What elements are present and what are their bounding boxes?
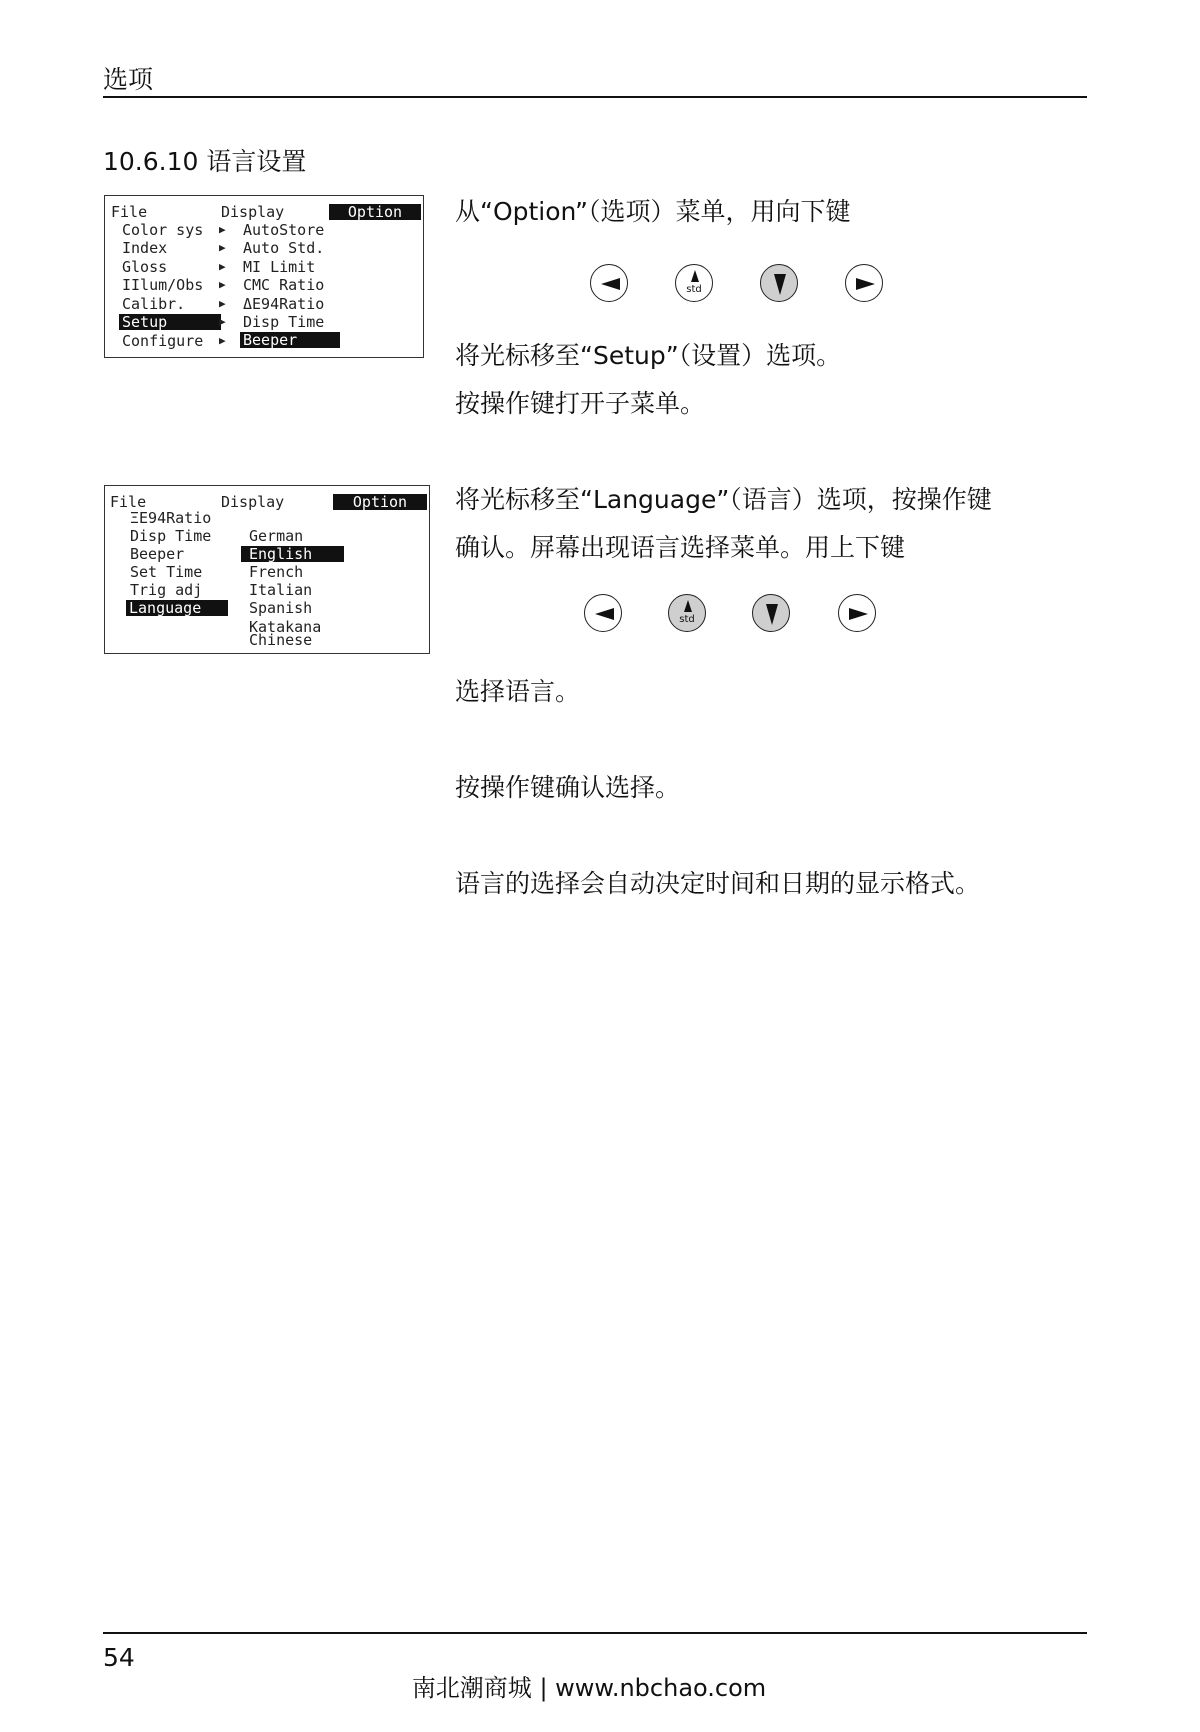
tab-display: Display [221, 493, 285, 511]
footer-website: 南北潮商城 | www.nbchao.com [411, 1674, 767, 1702]
tab-option: Option [333, 494, 427, 510]
menu-item-color-sys: Color sys [122, 221, 204, 239]
std-key-label: std [686, 284, 702, 295]
instruction-step-1: 从“Option”（选项）菜单，用向下键 [455, 197, 851, 226]
language-option-french: French [249, 563, 304, 581]
menu-item-index: Index [122, 239, 168, 257]
instruction-step-2: 将光标移至“Setup”（设置）选项。 [455, 341, 842, 370]
language-option-german: German [249, 527, 304, 545]
std-key-icon [668, 594, 706, 632]
down-arrow-key-icon [752, 594, 790, 632]
instruction-step-4: 将光标移至“Language”（语言）选项，按操作键 [455, 485, 992, 514]
menu-item-cmc-ratio: CMC Ratio [243, 276, 325, 294]
submenu-arrow-icon: ▶ [219, 278, 226, 291]
page-number: 54 [103, 1643, 135, 1672]
instruction-step-7: 按操作键确认选择。 [455, 773, 681, 802]
header-divider [103, 96, 1087, 98]
navigation-keys-row-2 [584, 594, 884, 638]
tab-file: File [111, 203, 148, 221]
menu-item-configure: Configure [122, 332, 204, 350]
std-key-label: std [679, 614, 695, 625]
menu-item-language-selected: Language [126, 600, 228, 616]
menu-item-de94-ratio: ΔE94Ratio [243, 295, 325, 313]
menu-item-disp-time: Disp Time [130, 527, 212, 545]
menu-item-beeper: Beeper [130, 545, 185, 563]
device-screen-language-menu [104, 485, 430, 654]
right-arrow-key-icon [845, 264, 883, 302]
language-option-english-selected: English [241, 546, 344, 562]
menu-item-disp-time: Disp Time [243, 313, 325, 331]
section-title: 10.6.10 语言设置 [103, 147, 307, 176]
tab-display: Display [221, 203, 285, 221]
left-arrow-key-icon [584, 594, 622, 632]
footer-divider [103, 1632, 1087, 1634]
down-arrow-key-icon [760, 264, 798, 302]
left-arrow-key-icon [590, 264, 628, 302]
menu-item-illum-obs: IIlum/Obs [122, 276, 204, 294]
menu-item-gloss: Gloss [122, 258, 168, 276]
tab-option: Option [329, 204, 421, 220]
language-option-spanish: Spanish [249, 599, 313, 617]
device-screen-option-menu [104, 195, 424, 358]
menu-item-beeper-selected: Beeper [240, 332, 340, 348]
language-option-katakana: Katakana [249, 618, 322, 636]
menu-item-calibr: Calibr. [122, 295, 186, 313]
tab-file: File [110, 493, 147, 511]
instruction-step-5: 确认。屏幕出现语言选择菜单。用上下键 [455, 533, 906, 562]
menu-item-mi-limit: MI Limit [243, 258, 316, 276]
navigation-keys-row-1 [590, 264, 890, 308]
instruction-note: 语言的选择会自动决定时间和日期的显示格式。 [455, 869, 981, 898]
menu-item-setup-selected: Setup [119, 314, 221, 330]
menu-item-de94-ratio: ΞE94Ratio [130, 509, 212, 527]
header-title: 选项 [103, 65, 154, 94]
menu-item-auto-std: Auto Std. [243, 239, 325, 257]
menu-item-trig-adj: Trig adj [130, 581, 203, 599]
submenu-arrow-icon: ▶ [219, 260, 226, 273]
right-arrow-key-icon [838, 594, 876, 632]
language-option-chinese: Chinese [249, 631, 313, 649]
submenu-arrow-icon: ▶ [219, 297, 226, 310]
submenu-arrow-icon: ▶ [219, 241, 226, 254]
std-key-icon [675, 264, 713, 302]
menu-item-set-time: Set Time [130, 563, 203, 581]
instruction-step-3: 按操作键打开子菜单。 [455, 389, 706, 418]
submenu-arrow-icon: ▶ [219, 315, 226, 328]
instruction-step-6: 选择语言。 [455, 677, 581, 706]
language-option-italian: Italian [249, 581, 313, 599]
submenu-arrow-icon: ▶ [219, 334, 226, 347]
menu-item-autostore: AutoStore [243, 221, 325, 239]
submenu-arrow-icon: ▶ [219, 223, 226, 236]
